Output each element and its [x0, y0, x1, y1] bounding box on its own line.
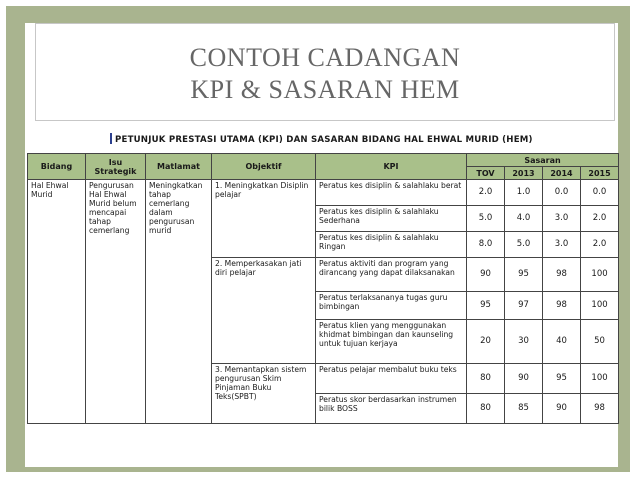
cell-2013: 30 [505, 320, 543, 364]
cell-2014: 98 [543, 258, 581, 292]
cell-2013: 1.0 [505, 180, 543, 206]
cell-tov: 20 [467, 320, 505, 364]
slide-title-line-1: CONTOH CADANGAN [189, 43, 461, 72]
cell-2015: 0.0 [581, 180, 619, 206]
cell-kpi: Peratus kes disiplin & salahlaku Ringan [316, 232, 467, 258]
cell-objektif-1: 1. Meningkatkan Disiplin pelajar [212, 180, 316, 258]
cell-2015: 50 [581, 320, 619, 364]
cell-isu-strategik: Pengurusan Hal Ehwal Murid belum mencapai tahap cemerlang [86, 180, 146, 424]
table-heading-text: PETUNJUK PRESTASI UTAMA (KPI) DAN SASARAN BIDANG HAL EHWAL MURID (HEM) [115, 135, 533, 145]
header-2014: 2014 [543, 167, 581, 180]
heading-marker [110, 133, 112, 144]
slide [25, 23, 618, 467]
header-matlamat: Matlamat [146, 154, 212, 180]
cell-tov: 95 [467, 292, 505, 320]
cell-2013: 5.0 [505, 232, 543, 258]
cell-2013: 95 [505, 258, 543, 292]
cell-2014: 90 [543, 394, 581, 424]
header-bidang: Bidang [28, 154, 86, 180]
cell-2015: 2.0 [581, 206, 619, 232]
cell-tov: 8.0 [467, 232, 505, 258]
header-2015: 2015 [581, 167, 619, 180]
cell-2013: 90 [505, 364, 543, 394]
cell-matlamat: Meningkatkan tahap cemerlang dalam pengurusan murid [146, 180, 212, 424]
cell-2015: 2.0 [581, 232, 619, 258]
cell-2015: 98 [581, 394, 619, 424]
cell-2014: 3.0 [543, 232, 581, 258]
cell-kpi: Peratus aktiviti dan program yang dirancang yang dapat dilaksanakan [316, 258, 467, 292]
cell-kpi: Peratus skor berdasarkan instrumen bilik BOSS [316, 394, 467, 424]
cell-2014: 95 [543, 364, 581, 394]
header-kpi: KPI [316, 154, 467, 180]
header-2013: 2013 [505, 167, 543, 180]
cell-2015: 100 [581, 364, 619, 394]
cell-objektif-3: 3. Memantapkan sistem pengurusan Skim Pinjaman Buku Teks(SPBT) [212, 364, 316, 424]
header-tov: TOV [467, 167, 505, 180]
cell-tov: 2.0 [467, 180, 505, 206]
cell-kpi: Peratus klien yang menggunakan khidmat bimbingan dan kaunseling untuk tujuan kerjaya [316, 320, 467, 364]
cell-objektif-2: 2. Memperkasakan jati diri pelajar [212, 258, 316, 364]
cell-tov: 90 [467, 258, 505, 292]
kpi-table [27, 153, 619, 424]
cell-tov: 80 [467, 394, 505, 424]
cell-2014: 3.0 [543, 206, 581, 232]
title-box [35, 23, 615, 121]
table-heading [110, 133, 533, 145]
slide-title [36, 42, 614, 106]
cell-2013: 4.0 [505, 206, 543, 232]
slide-frame [6, 6, 630, 472]
cell-2013: 97 [505, 292, 543, 320]
header-objektif: Objektif [212, 154, 316, 180]
cell-tov: 5.0 [467, 206, 505, 232]
cell-2015: 100 [581, 292, 619, 320]
table-image [25, 123, 618, 467]
cell-2014: 40 [543, 320, 581, 364]
cell-kpi: Peratus kes disiplin & salahlaku Sederhana [316, 206, 467, 232]
cell-kpi: Peratus kes disiplin & salahlaku berat [316, 180, 467, 206]
cell-kpi: Peratus pelajar membalut buku teks [316, 364, 467, 394]
cell-2013: 85 [505, 394, 543, 424]
cell-2015: 100 [581, 258, 619, 292]
cell-bidang: Hal Ehwal Murid [28, 180, 86, 424]
header-sasaran: Sasaran [467, 154, 619, 167]
header-isu-strategik: Isu Strategik [86, 154, 146, 180]
cell-tov: 80 [467, 364, 505, 394]
slide-title-line-2: KPI & SASARAN HEM [190, 75, 460, 104]
cell-kpi: Peratus terlaksananya tugas guru bimbingan [316, 292, 467, 320]
cell-2014: 98 [543, 292, 581, 320]
cell-2014: 0.0 [543, 180, 581, 206]
